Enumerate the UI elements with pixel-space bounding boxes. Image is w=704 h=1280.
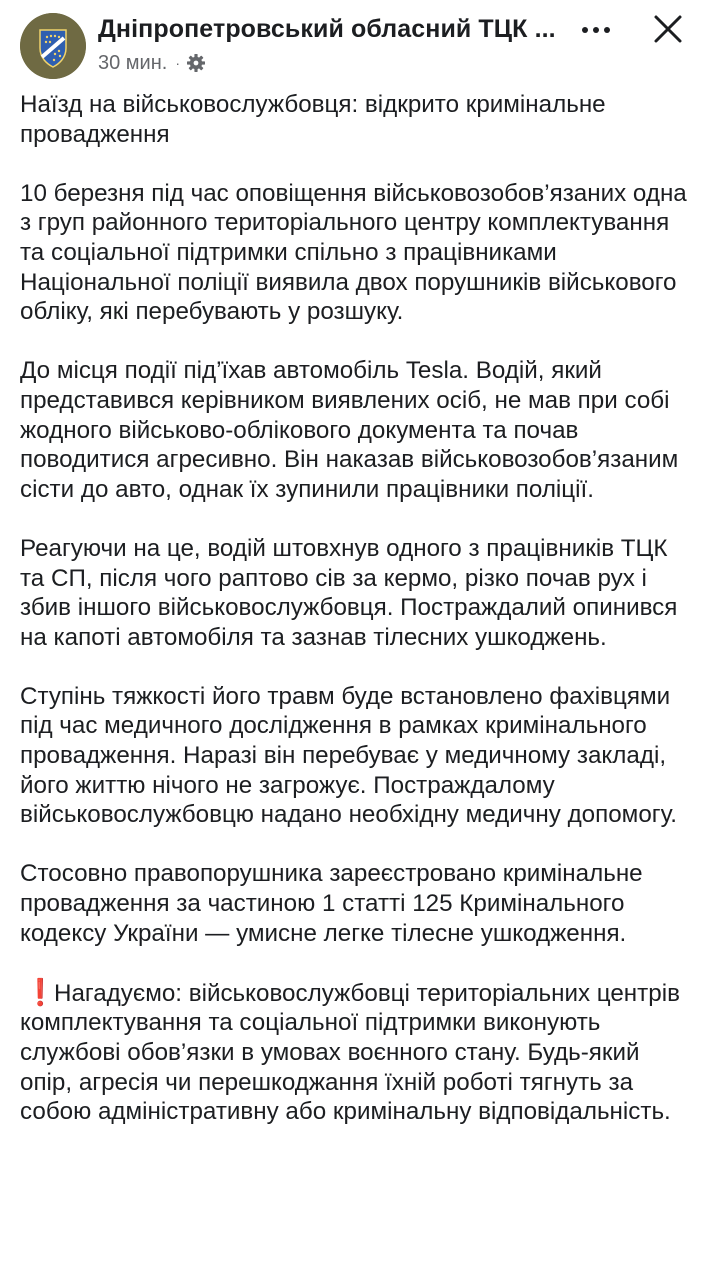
page-name[interactable]: Дніпропетровський обласний ТЦК ... [98, 15, 556, 43]
post-paragraph: Реагуючи на це, водій штовхнув одного з працівників ТЦК та СП, після чого раптово сів за кермо, різко почав рух і збив іншого військовослужбовця. Постраждалий опинився на капоті автомобіля та зазнав тілесних ушкоджень. [20, 534, 678, 651]
reminder-paragraph [20, 978, 696, 1127]
more-options-button[interactable] [577, 14, 615, 46]
post-header [0, 0, 704, 88]
post-paragraph: До місця події під’їхав автомобіль Tesla. Водій, який представився керівником виявлених осіб, не мав при собі жодного військово-облікового документа та почав поводитися агресивно. Він наказав військовозобов’язаним сісти до авто, однак їх зупинили працівники поліції. [20, 357, 679, 503]
avatar[interactable] [20, 13, 86, 79]
post-meta [98, 50, 206, 76]
gear-icon[interactable] [186, 53, 206, 73]
close-icon [651, 12, 685, 46]
post-title: Наїзд на військовослужбовця: відкрито кримінальне провадження [20, 91, 606, 148]
post-paragraph: Ступінь тяжкості його травм буде встановлено фахівцями під час медичного дослідження в рамках кримінального провадження. Наразі він перебуває у медичному закладі, його життю нічого не загрожує. Постраждалому військовослужбовцю надано необхідну медичну допомогу. [20, 682, 677, 829]
reminder-text: Нагадуємо: військовослужбовці територіальних центрів комплектування та соціальної підтримки виконують службові обов’язки в умовах воєнного стану. Будь-який опір, агресія чи перешкоджання їхній роботі тягнуть за собою адміністративну або кримінальну відповідальність. [20, 979, 680, 1126]
post-paragraph: Стосовно правопорушника зареєстровано кримінальне провадження за частиною 1 статті 125 Кримінального кодексу України — умисне легке тілесне ушкодження. [20, 860, 643, 947]
post-time[interactable]: 30 мин. [98, 51, 168, 74]
exclamation-icon: ❗ [24, 976, 57, 1007]
post-body [20, 90, 696, 1156]
post-paragraph: 10 березня під час оповіщення військовозобов’язаних одна з груп районного територіального центру комплектування та соціальної підтримки спільно з працівниками Національної поліції виявила двох порушників військового обліку, які перебувають у розшуку. [20, 179, 687, 326]
more-dots-icon [577, 14, 615, 46]
meta-separator: · [175, 55, 180, 71]
shield-emblem-icon [20, 13, 86, 79]
close-button[interactable] [651, 12, 685, 46]
